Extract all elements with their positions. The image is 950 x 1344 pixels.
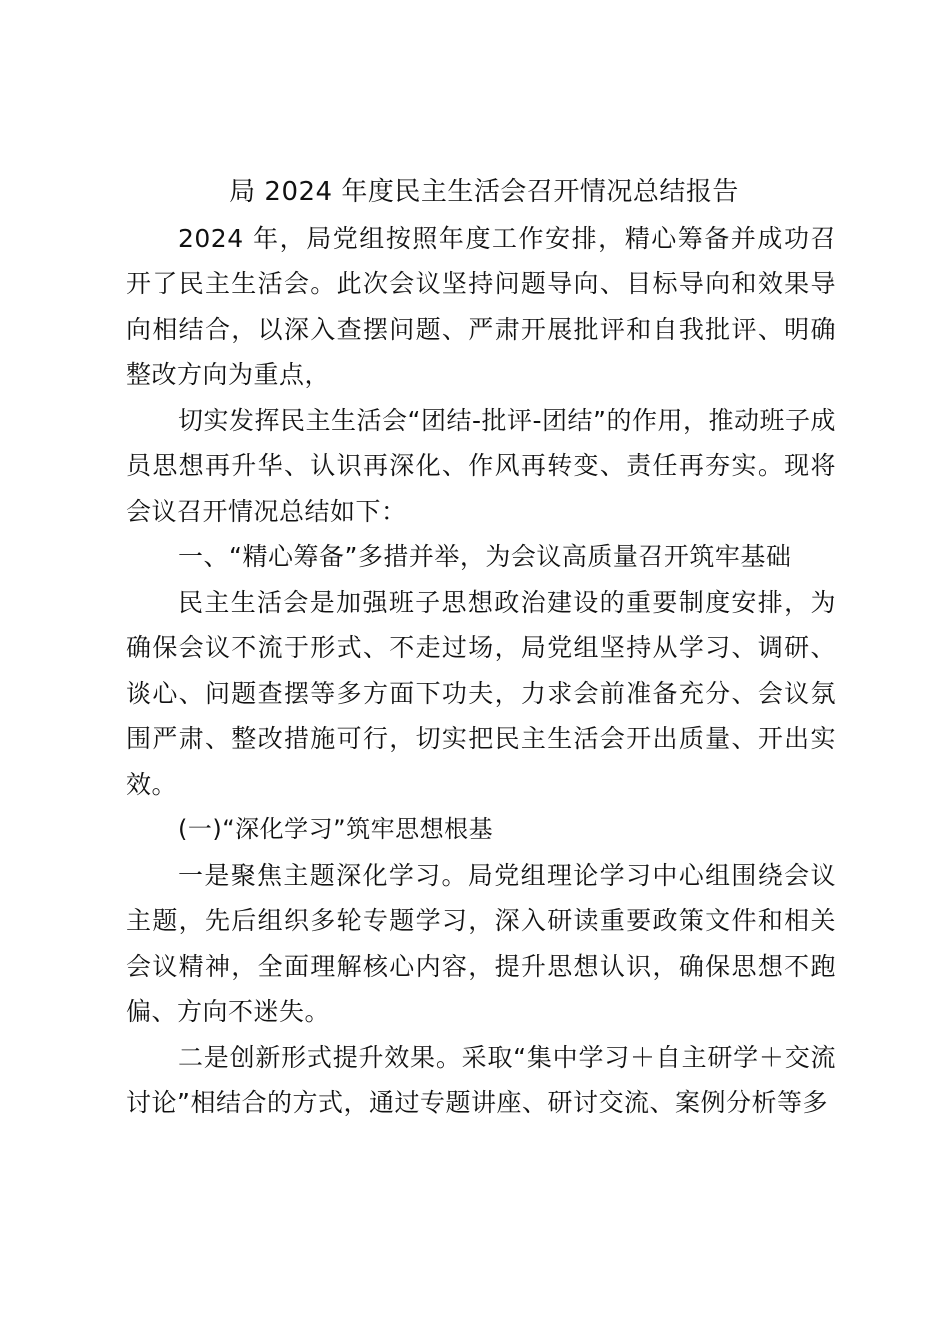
paragraph-section-1: 民主生活会是加强班子思想政治建设的重要制度安排，为确保会议不流于形式、不走过场，局党组坚持从学习、调研、谈心、问题查摆等多方面下功夫，力求会前准备充分、会议氛围严肃、整改措施可行，切实把民主生活会开出质量、开出实效。	[126, 587, 836, 799]
paragraph-intro: 2024 年，局党组按照年度工作安排，精心筹备并成功召开了民主生活会。此次会议坚持问题导向、目标导向和效果导向相结合，以深入查摆问题、严肃开展批评和自我批评、明确整改方向为重点，	[126, 223, 836, 389]
paragraph-study-2: 二是创新形式提升效果。采取“集中学习＋自主研学＋交流讨论”相结合的方式，通过专题讲座、研讨交流、案例分析等多	[126, 1042, 836, 1117]
subsection-heading-1: (一)“深化学习”筑牢思想根基	[178, 815, 494, 843]
paragraph-purpose: 切实发挥民主生活会“团结-批评-团结”的作用，推动班子成员思想再升华、认识再深化、作风再转变、责任再夯实。现将会议召开情况总结如下：	[126, 405, 836, 526]
document-body	[126, 170, 836, 1126]
paragraph-study-1: 一是聚焦主题深化学习。局党组理论学习中心组围绕会议主题，先后组织多轮专题学习，深入研读重要政策文件和相关会议精神，全面理解核心内容，提升思想认识，确保思想不跑偏、方向不迷失。	[126, 860, 836, 1026]
document-title: 局 2024 年度民主生活会召开情况总结报告	[229, 177, 739, 207]
section-heading-1: 一、“精心筹备”多措并举，为会议高质量召开筑牢基础	[178, 542, 792, 571]
